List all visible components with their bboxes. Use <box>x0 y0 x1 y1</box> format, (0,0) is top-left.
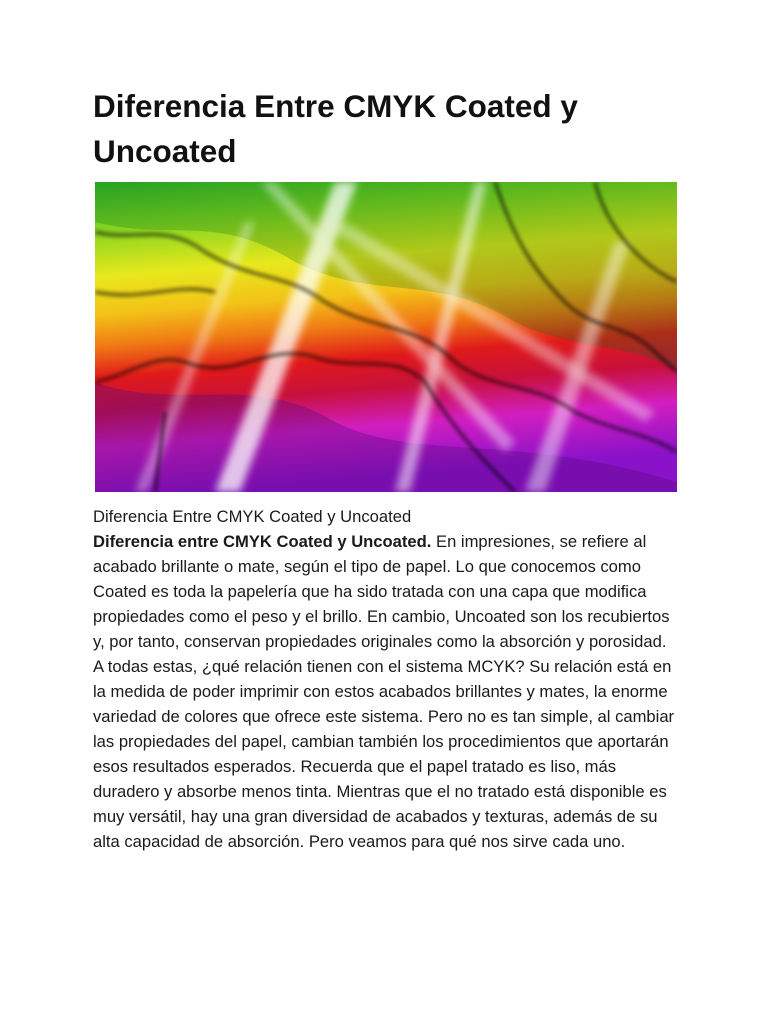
image-caption: Diferencia Entre CMYK Coated y Uncoated <box>93 507 412 526</box>
paragraph-1-text: En impresiones, se refiere al acabado brillante o mate, según el tipo de papel. Lo que conocemos como Coated es toda la papelería que ha sido tratada con una capa que modifica propiedades como el peso y el brillo. En cambio, Uncoated son los recubiertos y, por tanto, conservan propiedades originales como la absorción y porosidad. <box>93 532 670 651</box>
paragraph-1 <box>93 529 678 654</box>
paragraph-1-lead: Diferencia entre CMYK Coated y Uncoated. <box>93 532 432 551</box>
paragraph-2: A todas estas, ¿qué relación tienen con el sistema MCYK? Su relación está en la medida de poder imprimir con estos acabados brillantes y mates, la enorme variedad de colores que ofrece este sistema. Pero no es tan simple, al cambiar las propiedades del papel, cambian también los procedimientos que aportarán esos resultados esperados. Recuerda que el papel tratado es liso, más duradero y absorbe menos tinta. Mientras que el no tratado está disponible es muy versátil, hay una gran diversidad de acabados y texturas, además de su alta capacidad de absorción. Pero veamos para qué nos sirve cada uno. <box>93 657 675 851</box>
abstract-rainbow-image <box>95 182 677 492</box>
document-page <box>93 0 678 854</box>
page-title: Diferencia Entre CMYK Coated y Uncoated <box>93 88 578 169</box>
